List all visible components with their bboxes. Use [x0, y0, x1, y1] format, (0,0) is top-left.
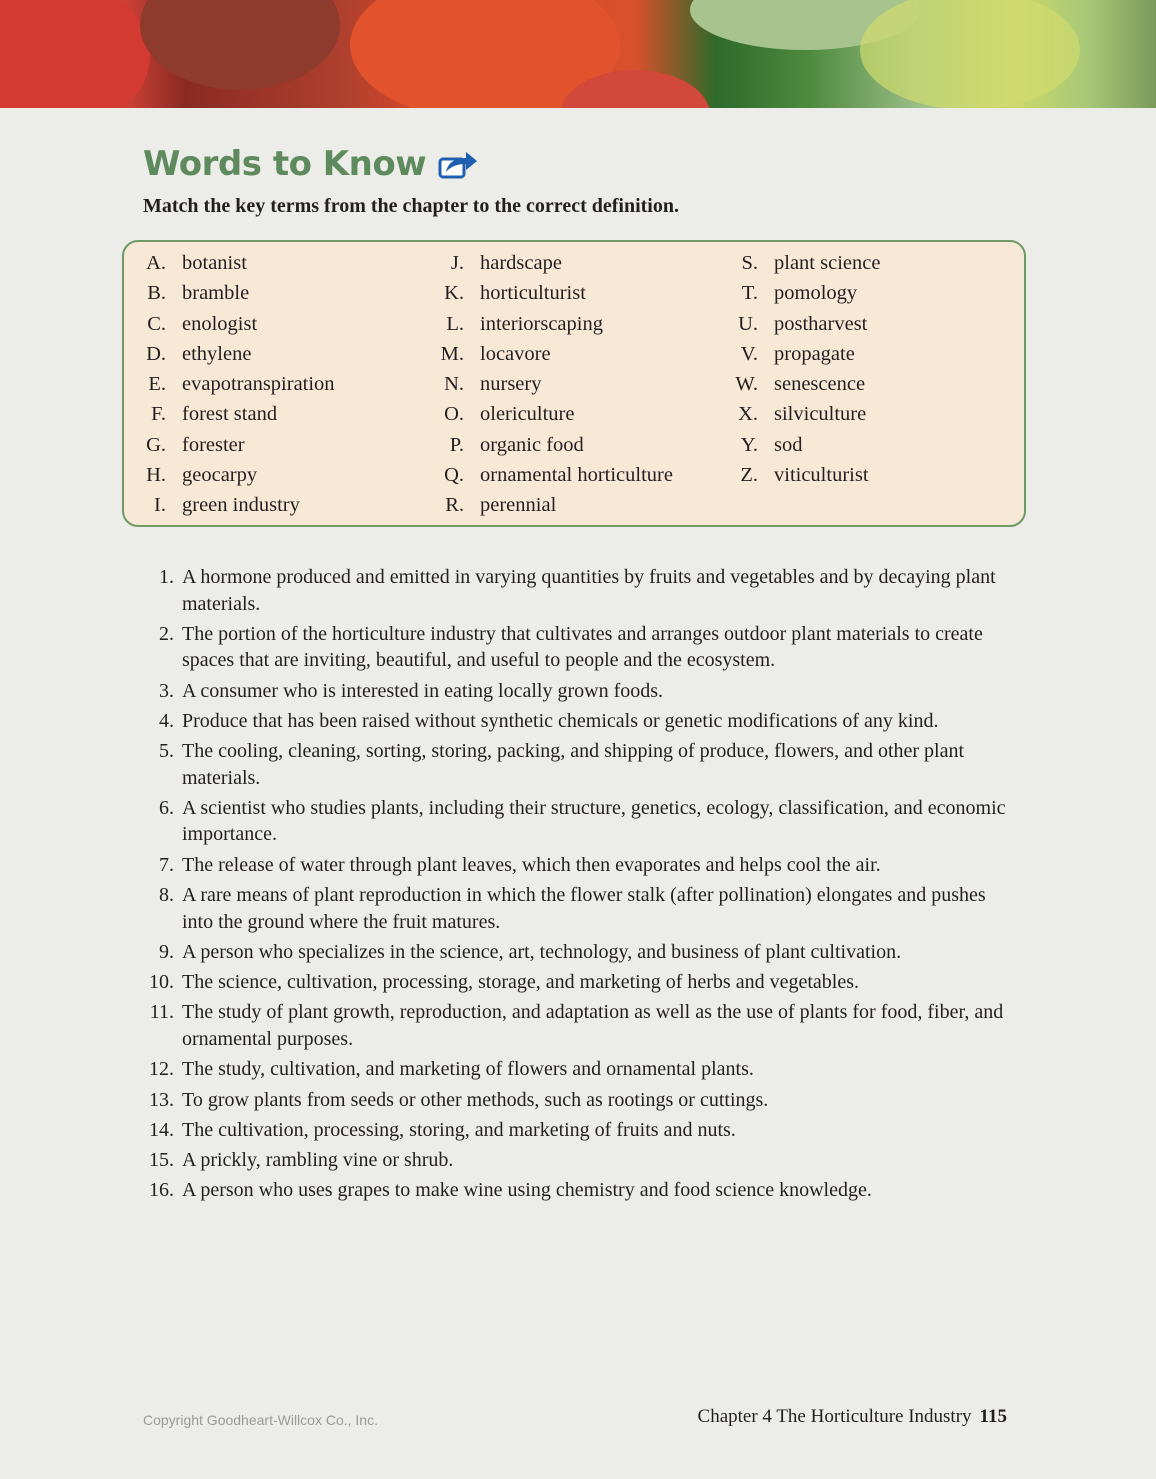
- term-letter: A.: [146, 252, 166, 274]
- term-item: [444, 462, 673, 492]
- definition-number: 1.: [159, 566, 174, 588]
- definition-item: [149, 1087, 1007, 1114]
- term-item: [740, 462, 880, 492]
- definition-item: [149, 1147, 1007, 1174]
- term-item: [444, 280, 673, 310]
- term-letter: Q.: [444, 464, 464, 487]
- term-text: enologist: [182, 312, 258, 335]
- terms-column: [440, 250, 673, 523]
- definition-item: [159, 708, 1007, 735]
- copyright: Copyright Goodheart-Willcox Co., Inc.: [143, 1412, 378, 1428]
- section-heading: Words to Know: [143, 144, 478, 184]
- definition-number: 12.: [149, 1058, 174, 1081]
- definition-text: The study of plant growth, reproduction, and adaptation as well as the use of plants for food, fiber, and ornamental purposes.: [182, 1001, 1004, 1050]
- definition-number: 15.: [149, 1149, 174, 1172]
- term-text: evapotranspiration: [182, 373, 335, 396]
- definition-number: 9.: [159, 940, 174, 963]
- key-terms-box: [122, 240, 1026, 527]
- definition-number: 8.: [159, 884, 174, 907]
- term-item: [148, 371, 335, 401]
- term-letter: K.: [444, 282, 464, 305]
- share-arrow-icon[interactable]: [438, 148, 478, 180]
- term-text: forest stand: [182, 403, 278, 426]
- definition-text: Produce that has been raised without synthetic chemicals or genetic modifications of any kind.: [182, 709, 939, 732]
- term-item: [151, 401, 335, 431]
- term-letter: L.: [446, 312, 464, 335]
- term-item: [147, 311, 335, 341]
- term-text: pomology: [774, 282, 858, 305]
- term-letter: Y.: [740, 433, 758, 456]
- term-item: [741, 280, 880, 310]
- definition-text: A prickly, rambling vine or shrub.: [182, 1149, 454, 1172]
- definition-text: A scientist who studies plants, including their structure, genetics, ecology, classification, and economic importance.: [182, 796, 1006, 846]
- definition-item: [159, 939, 1007, 966]
- definition-item: [159, 678, 1007, 705]
- term-text: senescence: [774, 373, 866, 396]
- definition-text: The cultivation, processing, storing, and marketing of fruits and nuts.: [182, 1118, 736, 1141]
- term-text: nursery: [480, 373, 542, 396]
- term-letter: D.: [146, 342, 166, 365]
- definition-item: [149, 969, 1007, 996]
- term-text: silviculture: [774, 403, 867, 426]
- term-item: [738, 401, 880, 431]
- term-item: [154, 492, 335, 522]
- definition-text: A person who specializes in the science, art, technology, and business of plant cultivation.: [182, 940, 902, 963]
- term-text: hardscape: [480, 252, 562, 274]
- definition-item: [149, 1177, 1007, 1204]
- term-text: interiorscaping: [480, 312, 603, 335]
- running-footer: [698, 1406, 1007, 1428]
- definition-item: [149, 1056, 1007, 1083]
- term-letter: V.: [740, 342, 758, 365]
- term-text: forester: [182, 433, 245, 456]
- definition-number: 16.: [149, 1179, 174, 1202]
- term-letter: M.: [440, 342, 464, 365]
- definition-number: 13.: [149, 1088, 174, 1111]
- definition-number: 3.: [159, 679, 174, 702]
- term-item: [146, 462, 335, 492]
- definition-text: The study, cultivation, and marketing of flowers and ornamental plants.: [182, 1058, 754, 1081]
- definition-item: [149, 999, 1007, 1052]
- definition-number: 10.: [149, 971, 174, 994]
- term-item: [735, 371, 880, 401]
- term-item: [740, 432, 880, 462]
- term-item: [146, 432, 335, 462]
- definition-item: [159, 882, 1007, 935]
- term-text: horticulturist: [480, 282, 586, 305]
- term-letter: R.: [445, 494, 464, 517]
- definition-item: [159, 852, 1007, 879]
- term-text: botanist: [182, 252, 247, 274]
- term-letter: C.: [147, 312, 166, 335]
- definition-text: The release of water through plant leaves, which then evaporates and helps cool the air.: [182, 853, 881, 876]
- term-item: [445, 492, 673, 522]
- term-letter: E.: [148, 373, 166, 396]
- term-item: [446, 311, 673, 341]
- term-item: [444, 401, 673, 431]
- page-number: 115: [979, 1406, 1007, 1427]
- term-letter: W.: [735, 373, 758, 396]
- definition-number: 2.: [159, 622, 174, 645]
- term-text: organic food: [480, 433, 584, 456]
- definition-number: 11.: [149, 1001, 174, 1024]
- term-letter: J.: [450, 252, 464, 274]
- term-letter: I.: [154, 494, 166, 517]
- term-item: [146, 341, 335, 371]
- beets-banner-image: [0, 0, 1156, 108]
- term-item: [440, 341, 673, 371]
- term-text: locavore: [480, 342, 551, 365]
- definition-text: The cooling, cleaning, sorting, storing, packing, and shipping of produce, flowers, and other plant materials.: [182, 740, 965, 789]
- definition-text: A rare means of plant reproduction in which the flower stalk (after pollination) elongates and pushes into the ground where the fruit matures.: [182, 884, 986, 933]
- definition-text: A person who uses grapes to make wine using chemistry and food science knowledge.: [182, 1179, 872, 1202]
- definition-number: 7.: [159, 853, 174, 876]
- term-text: viticulturist: [774, 464, 869, 487]
- term-letter: N.: [444, 373, 464, 396]
- term-letter: T.: [741, 282, 758, 305]
- term-item: [146, 250, 335, 280]
- terms-column: [735, 250, 881, 492]
- term-text: ornamental horticulture: [480, 464, 673, 487]
- term-letter: Z.: [740, 464, 758, 487]
- definitions-list: [149, 564, 1007, 1208]
- instructions: Match the key terms from the chapter to the correct definition.: [143, 195, 679, 217]
- definition-text: The science, cultivation, processing, storage, and marketing of herbs and vegetables.: [182, 971, 859, 994]
- definition-text: To grow plants from seeds or other methods, such as rootings or cuttings.: [182, 1088, 769, 1111]
- term-text: propagate: [774, 342, 855, 365]
- term-item: [449, 432, 673, 462]
- term-letter: O.: [444, 403, 464, 426]
- definition-item: [159, 795, 1007, 848]
- term-text: bramble: [182, 282, 250, 305]
- definition-item: [159, 621, 1007, 674]
- term-text: geocarpy: [182, 464, 258, 487]
- term-text: olericulture: [480, 403, 575, 426]
- term-letter: P.: [449, 433, 464, 456]
- term-text: plant science: [774, 252, 881, 274]
- term-letter: B.: [147, 282, 166, 305]
- definition-number: 5.: [159, 740, 174, 763]
- definition-item: [159, 738, 1007, 791]
- term-letter: G.: [146, 433, 166, 456]
- term-item: [741, 250, 881, 280]
- term-text: postharvest: [774, 312, 868, 335]
- definition-text: The portion of the horticulture industry that cultivates and arranges outdoor plant materials to create spaces that are inviting, beautiful, and useful to people and the ecosystem.: [182, 622, 983, 672]
- term-letter: F.: [151, 403, 166, 426]
- definition-text: A hormone produced and emitted in varying quantities by fruits and vegetables and by decaying plant materials.: [182, 566, 996, 615]
- definition-item: [149, 1117, 1007, 1144]
- term-letter: U.: [738, 312, 758, 335]
- term-item: [738, 311, 880, 341]
- terms-column: [146, 250, 335, 523]
- term-letter: S.: [741, 252, 758, 274]
- definition-number: 14.: [149, 1118, 174, 1141]
- term-letter: X.: [738, 403, 758, 426]
- term-item: [444, 371, 673, 401]
- definition-item: [159, 564, 1007, 617]
- term-text: ethylene: [182, 342, 252, 365]
- chapter-title: Chapter 4 The Horticulture Industry: [697, 1406, 972, 1427]
- term-letter: H.: [146, 464, 166, 487]
- definition-number: 4.: [159, 709, 174, 732]
- term-item: [147, 280, 335, 310]
- definition-text: A consumer who is interested in eating locally grown foods.: [182, 679, 664, 702]
- term-text: perennial: [480, 494, 557, 517]
- term-text: sod: [774, 433, 803, 456]
- definition-number: 6.: [159, 796, 174, 819]
- term-item: [450, 250, 673, 280]
- term-item: [740, 341, 880, 371]
- term-text: green industry: [182, 494, 300, 517]
